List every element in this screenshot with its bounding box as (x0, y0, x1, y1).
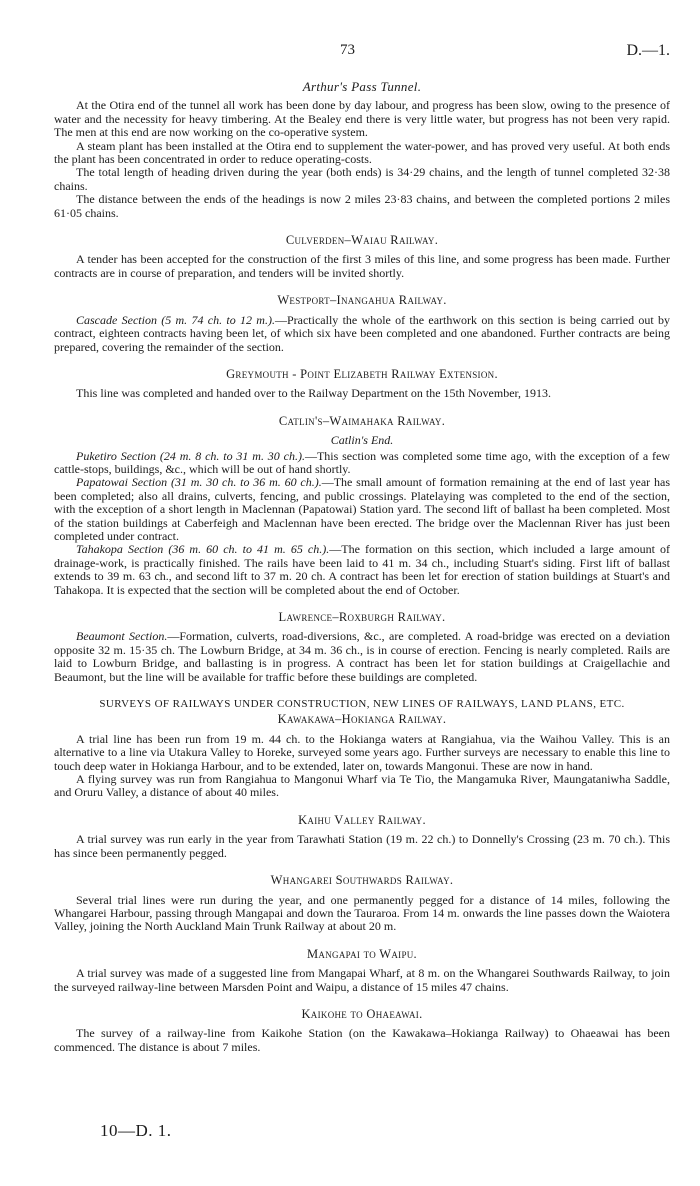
section-label: Beaumont Section. (76, 629, 168, 644)
paragraph: A trial survey was made of a suggested line from Mangapai Wharf, at 8 m. on the Whangarei Southwards Railway, to join the surveyed railway-line between Marsden Point and Waipu, a distance of 15 miles 47 chains. (54, 966, 670, 994)
paragraph-text: —Formation, culverts, road-diversions, &c., are completed. A road-bridge was erected on a deviation opposite 32 m. 15·35 ch. The Lowburn Bridge, at 34 m. 36 ch., is in course of erection. Fencing is nearly completed. Rails are laid to Lowburn Bridge, and ballasting is in progress. A contract has been let for station buildings at Craigellachie and Beaumont, but the line will be available for traffic before these buildings are completed. (54, 629, 670, 684)
section-title-mangapai: Mangapai to Waipu. (307, 946, 417, 961)
paragraph-text: —This section was completed some time ago, with the exception of a few cattle-stops, buildings, &c., which will be out of hand shortly. (54, 448, 670, 476)
section-title-whangarei: Whangarei Southwards Railway. (270, 873, 454, 888)
section-title-westport: Westport–Inangahua Railway. (277, 293, 447, 308)
paragraph: The survey of a railway-line from Kaikohe Station (on the Kawakawa–Hokianga Railway) to Ohaeawai has been commenced. The distance is about 7 miles. (54, 1026, 670, 1054)
paragraph: Several trial lines were run during the year, and one permanently pegged for a distance of 14 miles, following the Whangarei Harbour, passing through Mangapai and down the Tauraroa. From 14 m. onwards the line passes down the Waiotera Valley, joining the North Auckland Main Trunk Railway at about 20 m. (54, 892, 670, 934)
section-title-kawakawa: Kawakawa–Hokianga Railway. (277, 712, 447, 727)
paragraph (54, 630, 670, 684)
paragraph: A trial line has been run from 19 m. 44 ch. to the Hokianga waters at Rangiahua, via the Waihou Valley. This is an alternative to a line via Utakura Valley to Horeke, surveyed some years ago. Further surveys are necessary to enable this line to touch deep water in Hokianga Harbour, and to be extended, later on, towards Mangonui. These are now in hand. (54, 731, 670, 773)
footer-signature: 10—D. 1. (100, 1121, 172, 1140)
page-number: 73 (340, 42, 355, 58)
paragraph (54, 450, 670, 477)
paragraph (54, 314, 670, 354)
section-title-kaikohe: Kaikohe to Ohaeawai. (301, 1006, 423, 1021)
document-reference: D.—1. (626, 42, 670, 59)
page-content (54, 80, 670, 1054)
section-label: Tahakopa Section (36 m. 60 ch. to 41 m. 65 ch.). (76, 542, 330, 557)
paragraph: The distance between the ends of the headings is now 2 miles 23·83 chains, and between the completed portions 2 miles 61·05 chains. (54, 192, 670, 220)
section-label: Papatowai Section (31 m. 30 ch. to 36 m. 60 ch.). (76, 475, 322, 490)
paragraph-text: —The small amount of formation remaining at the end of last year has been completed; also all drains, culverts, fencing, and public crossings. Platelaying was completed to the end of the section, with the exception of a short length in Maclennan (Papatowai) Station yard. The second lift of ballast ha been completed. Most of the station buildings at Caberfeigh and Maclennan have been erected. The bridge over the Maclennan River has just been completed under contract. (54, 475, 670, 543)
paragraph: This line was completed and handed over to the Railway Department on the 15th November, 1913. (76, 386, 552, 401)
section-label: Puketiro Section (24 m. 8 ch. to 31 m. 30 ch.). (76, 448, 305, 463)
section-title-lawrence: Lawrence–Roxburgh Railway. (278, 610, 446, 624)
paragraph-text: —Practically the whole of the earthwork on this section is being carried out by contract, eighteen contracts having been let, of which six have been completed and one abandoned. Further contracts are being prepared, covering the remainder of the section. (54, 312, 670, 354)
paragraph (54, 543, 670, 597)
section-title-culverden: Culverden–Waiau Railway. (285, 233, 439, 248)
paragraph: A trial survey was run early in the year from Tarawhati Station (19 m. 22 ch.) to Donnelly's Crossing (23 m. 70 ch.). This has since been permanently pegged. (54, 832, 670, 860)
subsection-title-catlins-end: Catlin's End. (330, 433, 394, 448)
paragraph: A tender has been accepted for the construction of the first 3 miles of this line, and some progress has been made. Further contracts are in course of preparation, and tenders will be invited shortly. (54, 252, 670, 280)
paragraph: A flying survey was run from Rangiahua to Mangonui Wharf via Te Tio, the Mangamuka River, Maungataniwha Saddle, and Oruru Valley, a distance of about 40 miles. (54, 772, 670, 800)
paragraph (54, 476, 670, 543)
surveys-banner: SURVEYS OF RAILWAYS UNDER CONSTRUCTION, NEW LINES OF RAILWAYS, LAND PLANS, ETC. (99, 698, 625, 711)
section-title-arthurs-pass: Arthur's Pass Tunnel. (302, 79, 422, 94)
section-title-kaihu: Kaihu Valley Railway. (298, 812, 426, 827)
paragraph: A steam plant has been installed at the Otira end to supplement the water-power, and has proved very useful. At both ends the plant has been concentrated in order to reduce operating-costs. (54, 138, 670, 167)
section-title-catlins: Catlin's–Waimahaka Railway. (278, 413, 446, 428)
paragraph-text: —The formation on this section, which included a large amount of drainage-work, is practically finished. The rails have been laid to 41 m. 34 ch., including Stuart's siding. First lift of ballast extends to 39 m. 63 ch., and second lift to 37 m. 20 ch. A contract has been let for erection of station buildings at Stuart's and Tahakopa. It is expected that the section will be completed about the end of October. (54, 542, 670, 597)
paragraph: The total length of heading driven during the year (both ends) is 34·29 chains, and the length of tunnel completed 32·38 chains. (54, 165, 670, 193)
section-label: Cascade Section (5 m. 74 ch. to 12 m.). (76, 312, 275, 327)
paragraph: At the Otira end of the tunnel all work has been done by day labour, and progress has been slow, owing to the presence of water and the necessity for heavy timbering. At the Bealey end there is very little water, but progress has not been very rapid. The men at this end are now working on the co-operative system. (54, 98, 670, 140)
section-title-greymouth: Greymouth - Point Elizabeth Railway Extension. (226, 366, 498, 381)
